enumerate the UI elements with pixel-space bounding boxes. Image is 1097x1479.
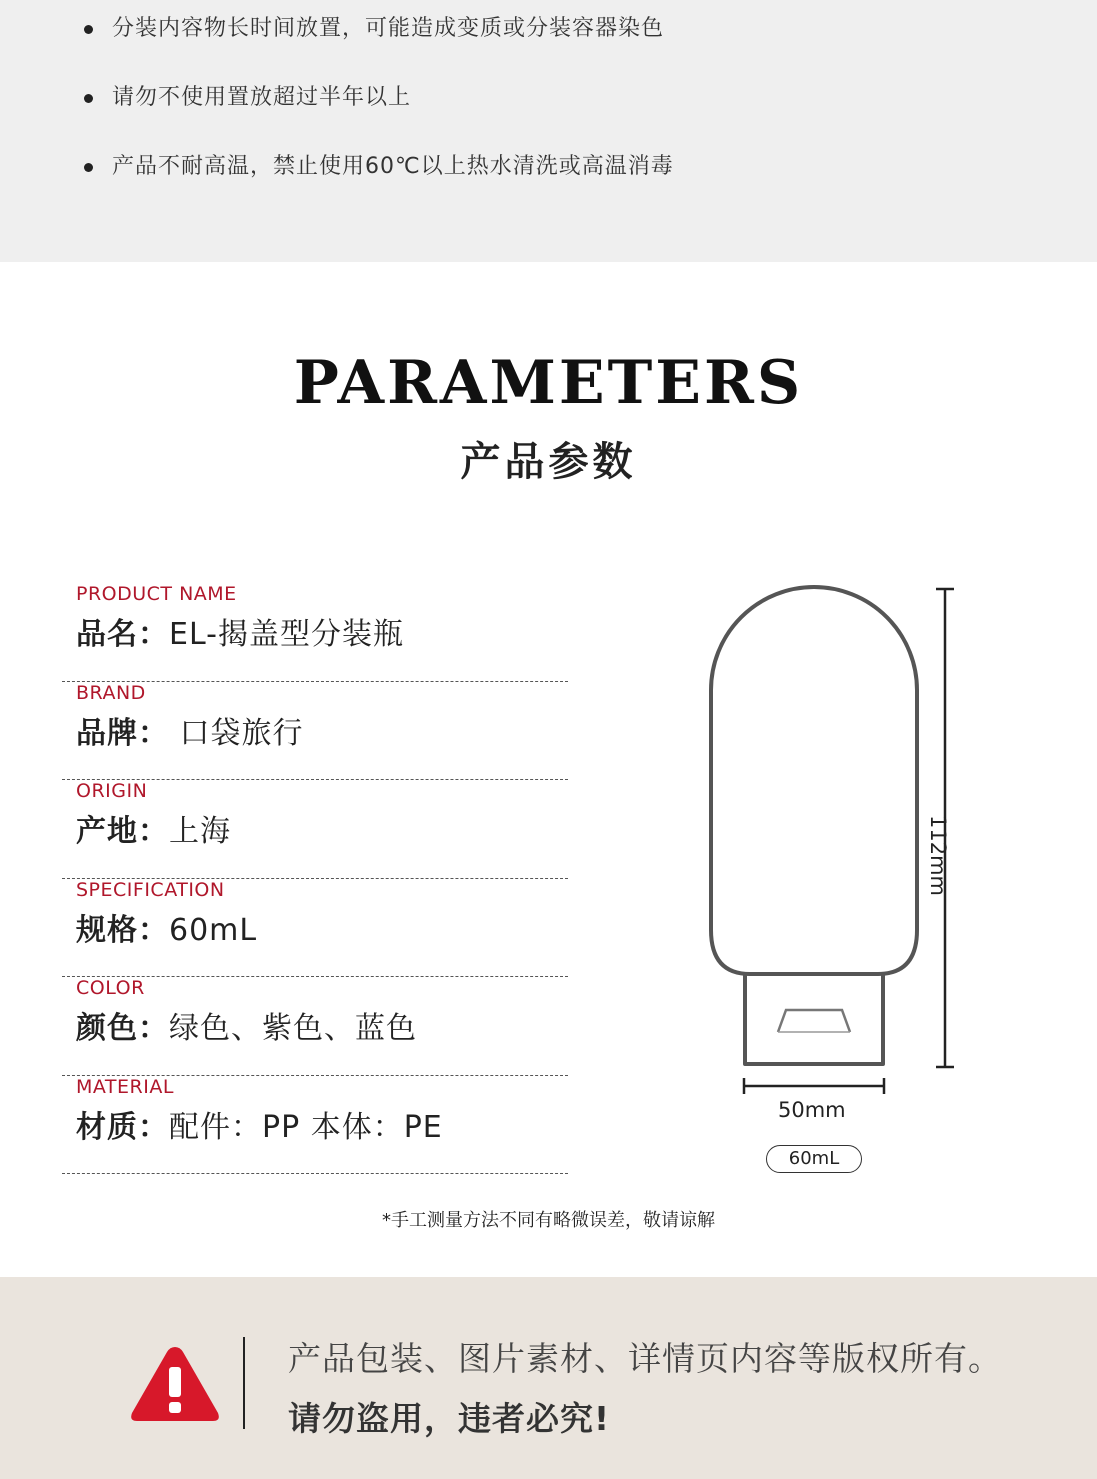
param-label-en: COLOR: [76, 977, 145, 999]
param-label-en: MATERIAL: [76, 1075, 174, 1098]
param-value: 配件：PP 本体：PE: [169, 1109, 443, 1145]
param-value-line: [76, 905, 257, 949]
param-row-material: [62, 1076, 568, 1175]
param-value: 60mL: [169, 912, 258, 948]
bottle-outline-icon: [700, 580, 1000, 1180]
param-key: 材质：: [76, 1109, 169, 1145]
notes-section: [0, 0, 1097, 262]
param-key: 规格：: [76, 912, 169, 948]
param-value-line: [76, 609, 404, 653]
param-label-en: SPECIFICATION: [76, 878, 225, 901]
param-key: 产地：: [76, 814, 169, 849]
volume-badge: 60mL: [766, 1145, 862, 1173]
copyright-warning: 请勿盗用，违者必究!: [288, 1399, 611, 1438]
param-row-origin: [62, 780, 568, 879]
note-item: [82, 152, 674, 221]
note-text: 请勿不使用置放超过半年以上: [112, 85, 412, 110]
param-value-line: [76, 708, 304, 752]
parameter-list: [62, 583, 568, 1174]
note-item: [82, 83, 674, 152]
bullet-icon: [84, 163, 93, 172]
note-text: 产品不耐高温，禁止使用60℃以上热水清洗或高温消毒: [112, 154, 674, 179]
param-row-color: [62, 977, 568, 1076]
width-dimension-line: [744, 1078, 884, 1094]
param-label-en: ORIGIN: [76, 780, 148, 802]
bullet-icon: [84, 94, 93, 103]
copyright-notice: 产品包装、图片素材、详情页内容等版权所有。: [288, 1339, 1002, 1378]
param-value: EL-揭盖型分装瓶: [169, 617, 404, 652]
measurement-footnote: *手工测量方法不同有略微误差，敬请谅解: [382, 1210, 715, 1231]
param-row-brand: [62, 682, 568, 781]
param-label-en: PRODUCT NAME: [76, 583, 237, 605]
bottle-body: [711, 587, 917, 974]
section-title-en: PARAMETERS: [293, 348, 804, 418]
param-value: 上海: [169, 814, 231, 849]
divider: [243, 1337, 245, 1429]
note-item: [82, 14, 674, 83]
param-key: 品名：: [76, 617, 169, 652]
param-row-product-name: [62, 583, 568, 682]
bottle-diagram: [700, 580, 1000, 1180]
cap-notch: [778, 1010, 850, 1032]
section-title-cn: 产品参数: [460, 439, 637, 485]
param-value-line: [76, 1003, 417, 1047]
param-value: 绿色、紫色、蓝色: [169, 1011, 417, 1046]
warning-triangle-icon: [128, 1343, 222, 1425]
param-label-en: BRAND: [76, 681, 146, 704]
height-label: 112mm: [926, 815, 950, 896]
param-value-line: [76, 1102, 443, 1146]
param-key: 颜色：: [76, 1011, 169, 1046]
bullet-icon: [84, 25, 93, 34]
param-value: 口袋旅行: [169, 715, 304, 751]
param-row-specification: [62, 879, 568, 978]
width-label: 50mm: [778, 1098, 846, 1122]
param-value-line: [76, 806, 231, 850]
note-text: 分装内容物长时间放置，可能造成变质或分装容器染色: [112, 16, 665, 41]
param-key: 品牌：: [76, 715, 169, 751]
notes-list: [82, 14, 674, 221]
copyright-banner: [0, 1277, 1097, 1479]
bottle-cap: [745, 974, 883, 1064]
